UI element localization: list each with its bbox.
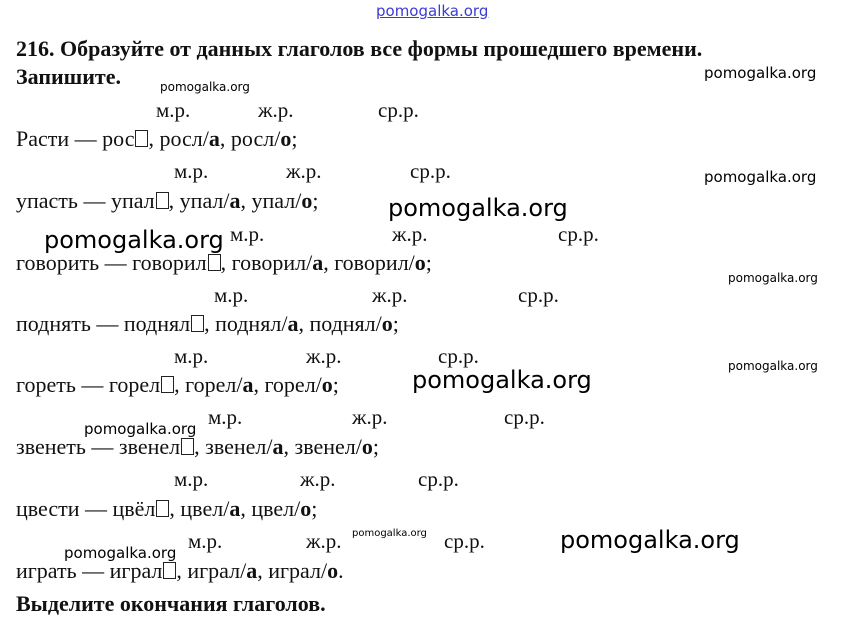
gender-label-m: м.р.	[156, 98, 191, 122]
gender-label-n: ср.р.	[558, 222, 599, 246]
exercise-title: 216. Образуйте от данных глаголов все формы прошедшего времени.	[16, 36, 703, 61]
gender-label-f: ж.р.	[392, 222, 428, 246]
watermark: pomogalka.org	[64, 544, 177, 562]
feminine-ending: а	[242, 372, 254, 397]
zero-ending-box	[163, 562, 176, 579]
neuter-stem: говорил	[334, 250, 409, 275]
dash: —	[91, 434, 114, 459]
watermark: pomogalka.org	[412, 366, 592, 394]
line-punctuation: ;	[332, 372, 339, 397]
feminine-ending: а	[312, 250, 324, 275]
zero-ending-box	[181, 438, 194, 455]
infinitive: играть	[16, 558, 77, 583]
neuter-ending: о	[280, 126, 292, 151]
verb-line: упасть — упал , упал/а, упал/о;	[16, 188, 319, 213]
infinitive: поднять	[16, 311, 91, 336]
gender-label-f: ж.р.	[300, 467, 336, 491]
dash: —	[74, 126, 97, 151]
infinitive: звенеть	[16, 434, 86, 459]
feminine-ending: а	[287, 311, 299, 336]
gender-label-n: ср.р.	[418, 467, 459, 491]
line-punctuation: ;	[372, 434, 379, 459]
neuter-stem: звенел	[294, 434, 356, 459]
neuter-ending: о	[301, 188, 313, 213]
gender-label-n: ср.р.	[504, 405, 545, 429]
watermark: pomogalka.org	[704, 64, 817, 82]
infinitive: упасть	[16, 188, 78, 213]
dash: —	[81, 372, 104, 397]
neuter-ending: о	[414, 250, 426, 275]
gender-label-f: ж.р.	[372, 283, 408, 307]
feminine-stem: росл	[159, 126, 203, 151]
verb-line: Расти — рос , росл/а, росл/о;	[16, 126, 298, 151]
neuter-ending: о	[361, 434, 373, 459]
verb-line: звенеть — звенел , звенел/а, звенел/о;	[16, 434, 379, 459]
verb-line: цвести — цвёл , цвел/а, цвел/о;	[16, 496, 318, 521]
infinitive: говорить	[16, 250, 100, 275]
feminine-stem: играл	[187, 558, 241, 583]
neuter-stem: цвел	[251, 496, 295, 521]
masculine-form: горел	[108, 372, 161, 397]
feminine-stem: горел	[185, 372, 237, 397]
dash: —	[85, 496, 107, 521]
neuter-ending: о	[300, 496, 312, 521]
feminine-stem: поднял	[215, 311, 282, 336]
feminine-stem: говорил	[231, 250, 307, 275]
watermark: pomogalka.org	[704, 168, 817, 186]
watermark: pomogalka.org	[728, 271, 818, 285]
feminine-stem: цвел	[180, 496, 224, 521]
infinitive: Расти	[16, 126, 70, 151]
watermark: pomogalka.org	[160, 80, 250, 94]
zero-ending-box	[161, 376, 174, 393]
neuter-ending: о	[327, 558, 339, 583]
gender-label-m: м.р.	[174, 344, 209, 368]
zero-ending-box	[156, 500, 169, 517]
masculine-form: поднял	[123, 311, 191, 336]
exercise-footer: Выделите окончания глаголов.	[16, 591, 326, 616]
gender-label-n: ср.р.	[518, 283, 559, 307]
neuter-stem: играл	[268, 558, 321, 583]
verb-line: играть — играл , играл/а, играл/о.	[16, 558, 344, 583]
gender-label-m: м.р.	[174, 159, 209, 183]
watermark: pomogalka.org	[388, 194, 568, 222]
masculine-form: говорил	[132, 250, 207, 275]
neuter-stem: упал	[251, 188, 296, 213]
neuter-stem: горел	[264, 372, 316, 397]
verb-line: гореть — горел , горел/а, горел/о;	[16, 372, 339, 397]
watermark: pomogalka.org	[84, 420, 197, 438]
zero-ending-box	[191, 315, 204, 332]
infinitive: гореть	[16, 372, 76, 397]
line-punctuation: ;	[291, 126, 298, 151]
feminine-stem: упал	[179, 188, 224, 213]
feminine-ending: а	[229, 188, 241, 213]
watermark: pomogalka.org	[352, 528, 427, 539]
gender-label-f: ж.р.	[258, 98, 294, 122]
masculine-form: звенел	[118, 434, 181, 459]
dash: —	[82, 558, 105, 583]
gender-label-f: ж.р.	[352, 405, 388, 429]
zero-ending-box	[135, 130, 148, 147]
line-punctuation: ;	[311, 496, 318, 521]
neuter-stem: росл	[230, 126, 275, 151]
exercise-subtitle: Запишите.	[16, 64, 121, 89]
gender-label-n: ср.р.	[444, 529, 485, 553]
line-punctuation: ;	[392, 311, 399, 336]
gender-label-m: м.р.	[188, 529, 223, 553]
neuter-stem: поднял	[309, 311, 376, 336]
gender-label-m: м.р.	[230, 222, 265, 246]
line-punctuation: ;	[425, 250, 432, 275]
gender-label-f: ж.р.	[306, 344, 342, 368]
masculine-form: играл	[109, 558, 163, 583]
line-punctuation: ;	[312, 188, 319, 213]
feminine-stem: звенел	[205, 434, 267, 459]
watermark: pomogalka.org	[728, 359, 818, 373]
gender-label-m: м.р.	[214, 283, 249, 307]
feminine-ending: а	[246, 558, 258, 583]
dash: —	[96, 311, 119, 336]
masculine-form: рос	[102, 126, 135, 151]
neuter-ending: о	[321, 372, 333, 397]
gender-label-n: ср.р.	[378, 98, 419, 122]
zero-ending-box	[208, 254, 221, 271]
watermark-link[interactable]: pomogalka.org	[376, 2, 489, 20]
verb-line: говорить — говорил , говорил/а, говорил/о;	[16, 250, 432, 275]
neuter-ending: о	[381, 311, 393, 336]
gender-label-m: м.р.	[174, 467, 209, 491]
zero-ending-box	[156, 192, 169, 209]
gender-label-n: ср.р.	[438, 344, 479, 368]
line-punctuation: .	[338, 558, 344, 583]
watermark: pomogalka.org	[44, 226, 224, 254]
masculine-form: упал	[110, 188, 155, 213]
gender-label-f: ж.р.	[286, 159, 322, 183]
gender-label-n: ср.р.	[410, 159, 451, 183]
feminine-ending: а	[272, 434, 284, 459]
gender-label-m: м.р.	[208, 405, 243, 429]
gender-label-f: ж.р.	[306, 529, 342, 553]
feminine-ending: а	[229, 496, 241, 521]
watermark: pomogalka.org	[560, 526, 740, 554]
verb-line: поднять — поднял , поднял/а, поднял/о;	[16, 311, 399, 336]
infinitive: цвести	[16, 496, 80, 521]
dash: —	[83, 188, 106, 213]
masculine-form: цвёл	[112, 496, 156, 521]
dash: —	[104, 250, 127, 275]
feminine-ending: а	[208, 126, 220, 151]
